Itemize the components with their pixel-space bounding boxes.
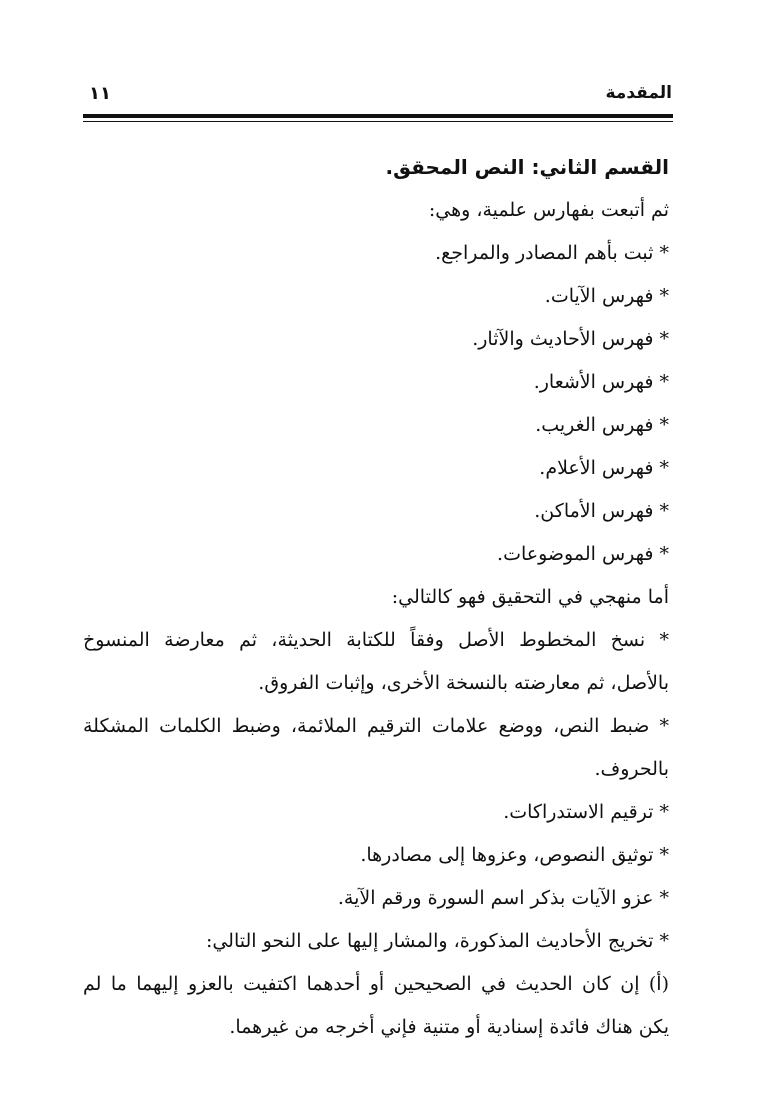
header-rule-thin (83, 121, 673, 122)
text-line: أما منهجي في التحقيق فهو كالتالي: (391, 586, 669, 608)
list-item: * ثبت بأهم المصادر والمراجع. (435, 242, 669, 264)
list-item: * ترقيم الاستدراكات. (503, 801, 669, 823)
body-text (83, 146, 669, 1049)
list-item: * توثيق النصوص، وعزوها إلى مصادرها. (360, 844, 669, 866)
list-item: * ضبط النص، ووضع علامات الترقيم الملائمة، وضبط الكلمات المشكلة (83, 715, 669, 737)
text-line: ثم أتبعت بفهارس علمية، وهي: (428, 199, 669, 221)
list-item: * فهرس الأماكن. (534, 500, 669, 522)
list-item: * فهرس الآيات. (544, 285, 669, 307)
text-line: يكن هناك فائدة إسنادية أو متنية فإني أخرجه من غيرهما. (229, 1016, 669, 1038)
running-title: المقدمة (605, 83, 672, 103)
page-number: ١١ (89, 83, 111, 104)
page-header (85, 83, 672, 113)
list-item: * فهرس الأشعار. (533, 371, 669, 393)
text-line: بالحروف. (594, 758, 669, 780)
text-line: بالأصل، ثم معارضته بالنسخة الأخرى، وإثبات الفروق. (258, 672, 669, 694)
list-item: * فهرس الموضوعات. (497, 543, 669, 565)
list-item: * تخريج الأحاديث المذكورة، والمشار إليها على النحو التالي: (205, 930, 669, 952)
list-item: * فهرس الأعلام. (539, 457, 669, 479)
header-rule-thick (83, 114, 673, 118)
list-item: * عزو الآيات بذكر اسم السورة ورقم الآية. (337, 887, 669, 909)
text-line: (أ) إن كان الحديث في الصحيحين أو أحدهما اكتفيت بالعزو إليهما ما لم (83, 973, 669, 995)
list-item: * فهرس الغريب. (535, 414, 669, 436)
list-item: * نسخ المخطوط الأصل وفقاً للكتابة الحديثة، ثم معارضة المنسوخ (83, 629, 669, 651)
list-item: * فهرس الأحاديث والآثار. (472, 328, 669, 350)
section-heading: القسم الثاني: النص المحقق. (385, 155, 669, 179)
